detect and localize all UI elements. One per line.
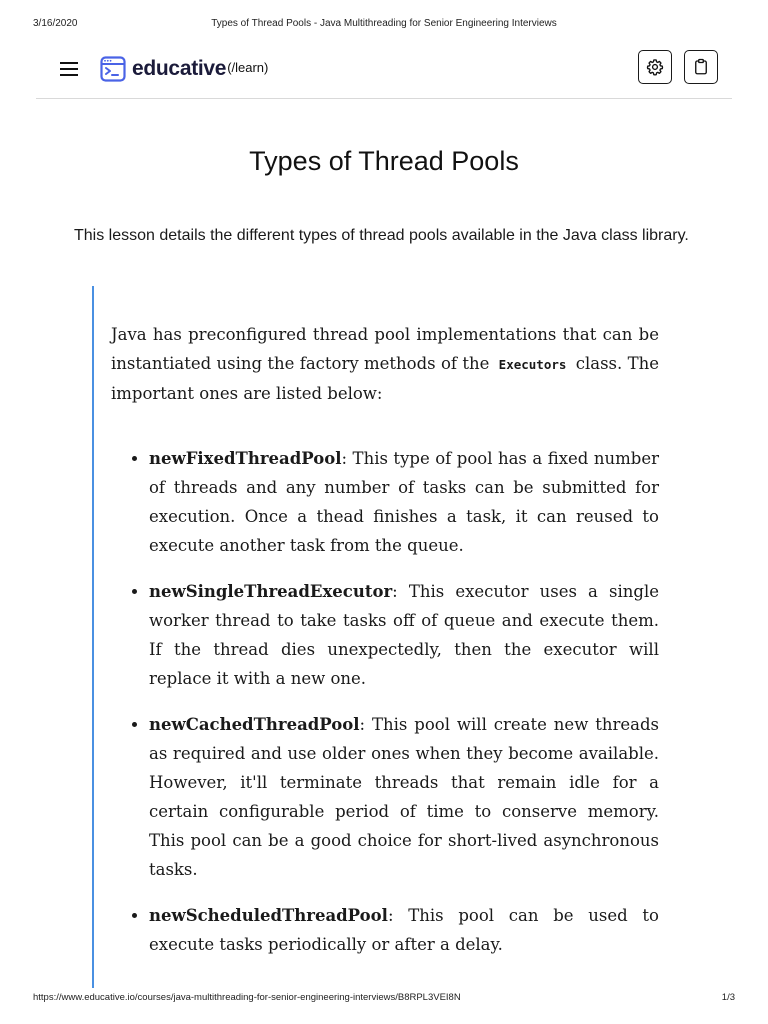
clipboard-icon	[692, 58, 710, 76]
pool-type-name: newCachedThreadPool	[149, 715, 360, 734]
content-accent-rule	[92, 286, 94, 988]
notes-button[interactable]	[684, 50, 718, 84]
pool-types-list	[111, 444, 659, 959]
gear-icon	[646, 58, 664, 76]
lesson-summary: This lesson details the different types of thread pools available in the Java class library.	[74, 227, 689, 244]
list-item	[149, 444, 659, 560]
intro-text-before: Java has preconfigured thread pool implementations that can be instantiated using the factory methods of the	[111, 325, 659, 373]
list-item	[149, 710, 659, 884]
executors-code: Executors	[498, 357, 567, 372]
print-footer	[33, 992, 735, 1006]
pool-type-description: : This type of pool has a fixed number of threads and any number of tasks can be submitted for execution. Once a thead finishes a task, it can reused to execute another task from the queue.	[149, 449, 659, 555]
page-url: https://www.educative.io/courses/java-multithreading-for-senior-engineering-interviews/B8RPL3VEI8N	[33, 992, 461, 1003]
list-item	[149, 901, 659, 959]
logo-text: educative	[132, 57, 227, 80]
lesson-content	[111, 320, 659, 976]
page-title: Types of Thread Pools	[249, 146, 519, 177]
print-date: 3/16/2020	[33, 18, 78, 29]
print-document-title: Types of Thread Pools - Java Multithreading for Senior Engineering Interviews	[211, 18, 557, 29]
intro-text-after: class. The important ones are listed below:	[111, 354, 659, 403]
pool-type-description: : This pool will create new threads as required and use older ones when they become available. However, it'll terminate threads that remain idle for a certain configurable period of time to conserve memory. This pool can be a good choice for short-lived asynchronous tasks.	[149, 715, 659, 879]
logo-learn-suffix: (/learn)	[227, 59, 269, 75]
pool-type-name: newFixedThreadPool	[149, 449, 342, 468]
pool-type-name: newSingleThreadExecutor	[149, 582, 393, 601]
settings-button[interactable]	[638, 50, 672, 84]
educative-logo-link[interactable]	[100, 56, 268, 82]
list-item	[149, 577, 659, 693]
hamburger-menu-icon[interactable]	[60, 60, 80, 76]
intro-paragraph	[111, 320, 659, 408]
print-header	[33, 18, 735, 32]
pool-type-description: : This pool can be used to execute tasks periodically or after a delay.	[149, 906, 659, 954]
page-number: 1/3	[721, 992, 735, 1003]
terminal-window-icon	[100, 56, 126, 82]
pool-type-name: newScheduledThreadPool	[149, 906, 388, 925]
pool-type-description: : This executor uses a single worker thread to take tasks off of queue and execute them. If the thread dies unexpectedly, then the executor will replace it with a new one.	[149, 582, 659, 688]
top-navigation-bar	[36, 44, 732, 99]
